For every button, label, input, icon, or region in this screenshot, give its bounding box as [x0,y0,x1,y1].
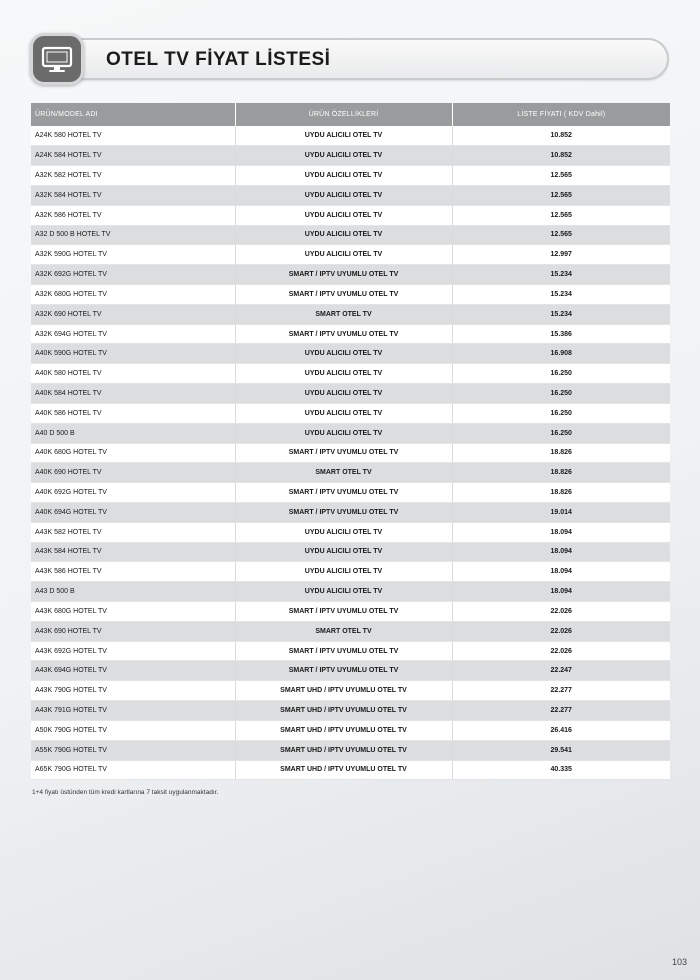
price-cell: 12.565 [452,205,670,225]
model-cell: A40K 586 HOTEL TV [31,403,235,423]
feature-cell: SMART UHD / IPTV UYUMLU OTEL TV [235,760,452,780]
model-cell: A43K 791G HOTEL TV [31,701,235,721]
price-cell: 29.541 [452,740,670,760]
table-row [31,285,670,305]
feature-cell: SMART / IPTV UYUMLU OTEL TV [235,602,452,622]
table-row [31,166,670,186]
model-cell: A24K 584 HOTEL TV [31,146,235,166]
feature-cell: SMART / IPTV UYUMLU OTEL TV [235,641,452,661]
price-cell: 18.094 [452,562,670,582]
model-cell: A43K 586 HOTEL TV [31,562,235,582]
feature-cell: UYDU ALICILI OTEL TV [235,522,452,542]
column-header-features: ÜRÜN ÖZELLİKLERİ [235,103,452,126]
table-row [31,542,670,562]
feature-cell: SMART / IPTV UYUMLU OTEL TV [235,265,452,285]
feature-cell: UYDU ALICILI OTEL TV [235,562,452,582]
feature-cell: UYDU ALICILI OTEL TV [235,166,452,186]
feature-cell: UYDU ALICILI OTEL TV [235,403,452,423]
model-cell: A43K 680G HOTEL TV [31,602,235,622]
table-row [31,641,670,661]
model-cell: A32K 690 HOTEL TV [31,304,235,324]
feature-cell: UYDU ALICILI OTEL TV [235,582,452,602]
model-cell: A40K 584 HOTEL TV [31,384,235,404]
model-cell: A32K 680G HOTEL TV [31,285,235,305]
price-cell: 16.250 [452,384,670,404]
feature-cell: SMART UHD / IPTV UYUMLU OTEL TV [235,681,452,701]
table-row [31,423,670,443]
model-cell: A40K 694G HOTEL TV [31,502,235,522]
price-cell: 16.250 [452,403,670,423]
model-cell: A40K 680G HOTEL TV [31,443,235,463]
feature-cell: SMART / IPTV UYUMLU OTEL TV [235,502,452,522]
table-row [31,681,670,701]
price-cell: 15.234 [452,285,670,305]
table-row [31,344,670,364]
table-header-row [31,103,670,126]
feature-cell: UYDU ALICILI OTEL TV [235,126,452,146]
price-cell: 15.386 [452,324,670,344]
price-cell: 10.852 [452,146,670,166]
feature-cell: UYDU ALICILI OTEL TV [235,225,452,245]
table-row [31,443,670,463]
feature-cell: SMART UHD / IPTV UYUMLU OTEL TV [235,740,452,760]
feature-cell: UYDU ALICILI OTEL TV [235,423,452,443]
table-row [31,324,670,344]
table-row [31,562,670,582]
table-row [31,602,670,622]
model-cell: A32K 694G HOTEL TV [31,324,235,344]
feature-cell: UYDU ALICILI OTEL TV [235,205,452,225]
model-cell: A43K 582 HOTEL TV [31,522,235,542]
table-row [31,384,670,404]
price-cell: 16.250 [452,423,670,443]
price-cell: 15.234 [452,304,670,324]
table-row [31,483,670,503]
footnote: 1+4 fiyatı üstünden tüm kredi kartlarına 7 taksit uygulanmaktadır. [32,789,219,796]
price-cell: 18.094 [452,582,670,602]
feature-cell: UYDU ALICILI OTEL TV [235,384,452,404]
table-row [31,364,670,384]
price-cell: 16.908 [452,344,670,364]
feature-cell: UYDU ALICILI OTEL TV [235,185,452,205]
model-cell: A43K 690 HOTEL TV [31,621,235,641]
model-cell: A43K 692G HOTEL TV [31,641,235,661]
price-cell: 12.997 [452,245,670,265]
feature-cell: SMART / IPTV UYUMLU OTEL TV [235,285,452,305]
model-cell: A43 D 500 B [31,582,235,602]
table-row [31,265,670,285]
model-cell: A32 D 500 B HOTEL TV [31,225,235,245]
model-cell: A32K 582 HOTEL TV [31,166,235,186]
page-title: OTEL TV FİYAT LİSTESİ [106,49,331,70]
price-cell: 22.277 [452,681,670,701]
price-cell: 12.565 [452,185,670,205]
feature-cell: SMART OTEL TV [235,621,452,641]
price-cell: 12.565 [452,166,670,186]
price-cell: 40.335 [452,760,670,780]
price-cell: 19.014 [452,502,670,522]
model-cell: A43K 584 HOTEL TV [31,542,235,562]
price-cell: 18.826 [452,483,670,503]
model-cell: A32K 586 HOTEL TV [31,205,235,225]
table-row [31,225,670,245]
model-cell: A55K 790G HOTEL TV [31,740,235,760]
table-row [31,502,670,522]
feature-cell: SMART / IPTV UYUMLU OTEL TV [235,483,452,503]
table-row [31,463,670,483]
column-header-model: ÜRÜN/MODEL ADI [31,103,235,126]
price-table [31,103,670,780]
table-row [31,522,670,542]
model-cell: A32K 584 HOTEL TV [31,185,235,205]
table-row [31,205,670,225]
price-cell: 22.026 [452,602,670,622]
table-row [31,185,670,205]
model-cell: A40K 692G HOTEL TV [31,483,235,503]
table-row [31,403,670,423]
price-cell: 18.826 [452,443,670,463]
column-header-price: LİSTE FİYATI ( KDV Dahil) [452,103,670,126]
model-cell: A32K 590G HOTEL TV [31,245,235,265]
model-cell: A32K 692G HOTEL TV [31,265,235,285]
feature-cell: SMART / IPTV UYUMLU OTEL TV [235,324,452,344]
model-cell: A43K 790G HOTEL TV [31,681,235,701]
price-cell: 15.234 [452,265,670,285]
price-cell: 18.094 [452,522,670,542]
price-cell: 26.416 [452,720,670,740]
price-cell: 18.826 [452,463,670,483]
table-row [31,146,670,166]
table-row [31,582,670,602]
feature-cell: UYDU ALICILI OTEL TV [235,245,452,265]
price-cell: 22.277 [452,701,670,721]
table-row [31,621,670,641]
model-cell: A65K 790G HOTEL TV [31,760,235,780]
table-row [31,760,670,780]
table-row [31,245,670,265]
price-cell: 22.247 [452,661,670,681]
price-cell: 18.094 [452,542,670,562]
feature-cell: SMART UHD / IPTV UYUMLU OTEL TV [235,701,452,721]
price-cell: 16.250 [452,364,670,384]
price-cell: 22.026 [452,621,670,641]
feature-cell: SMART / IPTV UYUMLU OTEL TV [235,661,452,681]
price-cell: 10.852 [452,126,670,146]
price-cell: 12.565 [452,225,670,245]
model-cell: A43K 694G HOTEL TV [31,661,235,681]
model-cell: A40 D 500 B [31,423,235,443]
feature-cell: SMART / IPTV UYUMLU OTEL TV [235,443,452,463]
feature-cell: SMART UHD / IPTV UYUMLU OTEL TV [235,720,452,740]
table-row [31,701,670,721]
feature-cell: UYDU ALICILI OTEL TV [235,146,452,166]
table-row [31,740,670,760]
feature-cell: UYDU ALICILI OTEL TV [235,344,452,364]
model-cell: A40K 590G HOTEL TV [31,344,235,364]
feature-cell: UYDU ALICILI OTEL TV [235,364,452,384]
page-number: 103 [671,957,687,967]
feature-cell: UYDU ALICILI OTEL TV [235,542,452,562]
tv-icon-badge [30,33,84,85]
model-cell: A40K 690 HOTEL TV [31,463,235,483]
table-row [31,720,670,740]
price-cell: 22.026 [452,641,670,661]
model-cell: A24K 580 HOTEL TV [31,126,235,146]
tv-icon [41,46,73,74]
model-cell: A40K 580 HOTEL TV [31,364,235,384]
feature-cell: SMART OTEL TV [235,304,452,324]
table-row [31,661,670,681]
feature-cell: SMART OTEL TV [235,463,452,483]
table-row [31,126,670,146]
model-cell: A50K 790G HOTEL TV [31,720,235,740]
table-row [31,304,670,324]
